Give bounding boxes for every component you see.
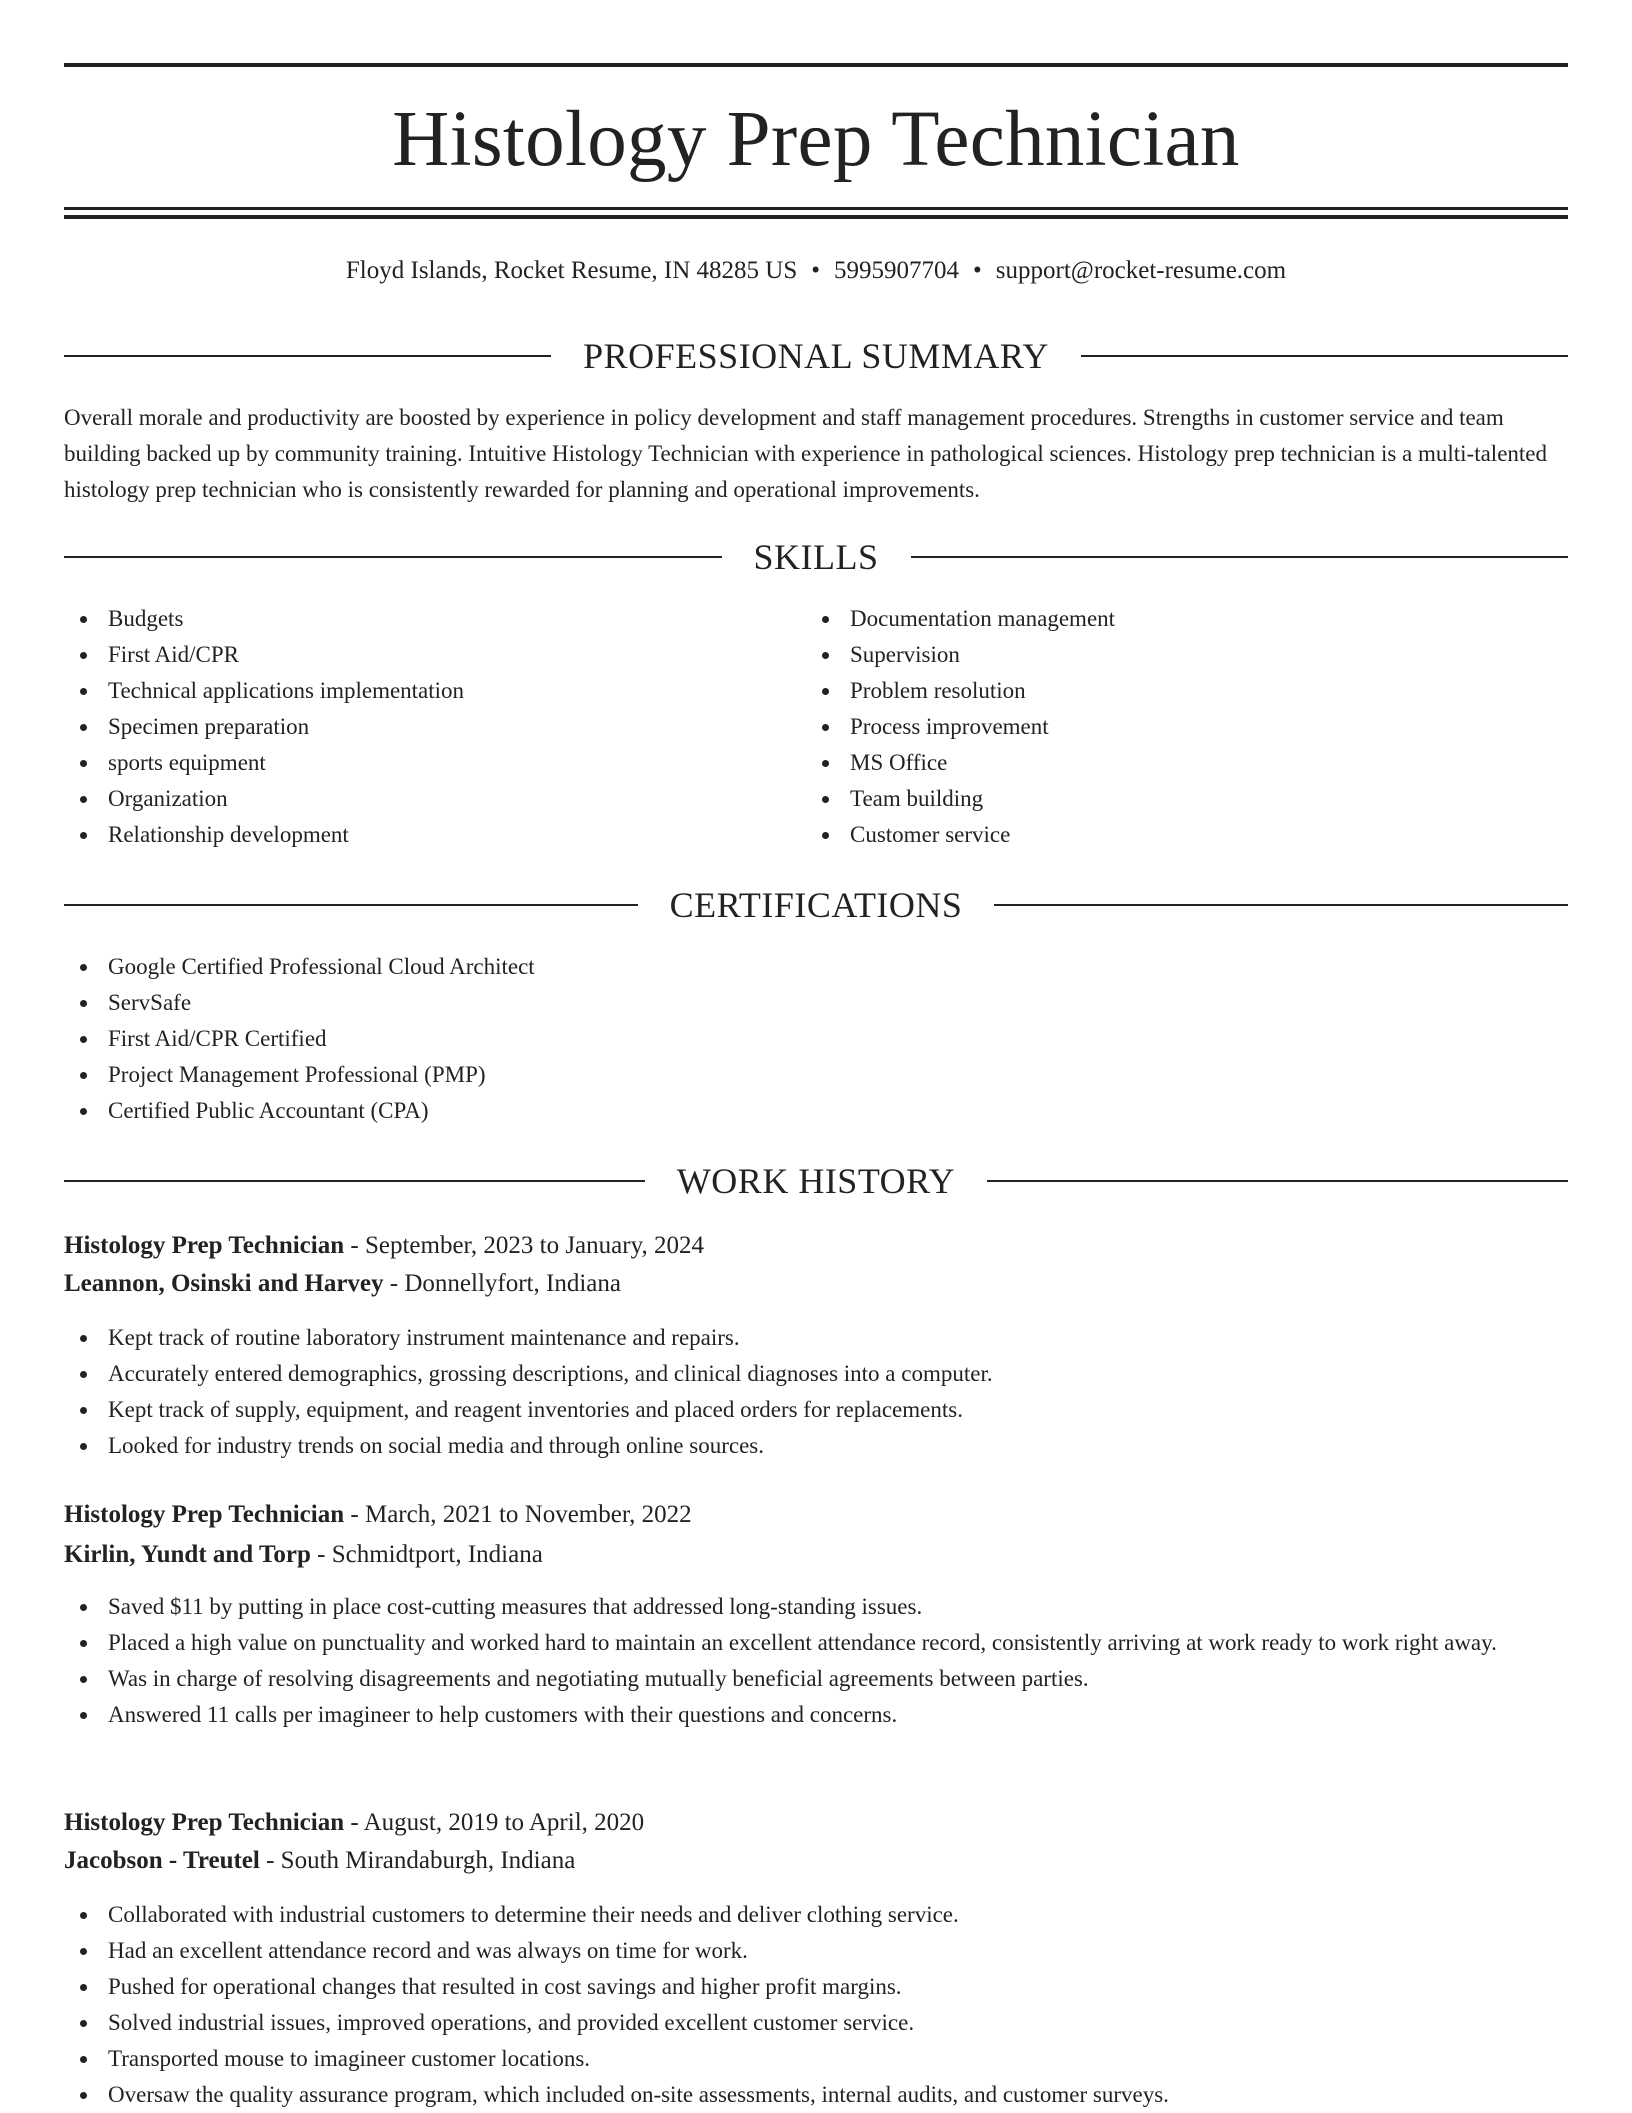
skills-column-right [806, 601, 1546, 853]
skill-item: Problem resolution [806, 673, 1546, 709]
job-company-line [64, 1841, 1568, 1880]
job-location: - South Mirandaburgh, Indiana [259, 1847, 576, 1874]
job-bullet: Oversaw the quality assurance program, which included on-site assessments, internal audits, and customer surveys. [64, 2077, 1568, 2113]
contact-address: Floyd Islands, Rocket Resume, IN 48285 US [345, 257, 798, 284]
section-divider [64, 355, 551, 357]
job-bullet: Looked for industry trends on social media and through online sources. [64, 1428, 1568, 1464]
skill-item: Customer service [806, 817, 1546, 853]
summary-heading: PROFESSIONAL SUMMARY [583, 336, 1049, 376]
job-bullet: Accurately entered demographics, grossing descriptions, and clinical diagnoses into a computer. [64, 1356, 1568, 1392]
skill-item: Budgets [64, 601, 804, 637]
job-bullet: Answered 11 calls per imagineer to help customers with their questions and concerns. [64, 1697, 1568, 1733]
job-dates: - March, 2021 to November, 2022 [344, 1501, 692, 1528]
job-company: Leannon, Osinski and Harvey [64, 1270, 384, 1297]
job-dates: - September, 2023 to January, 2024 [344, 1232, 704, 1259]
skill-item: First Aid/CPR [64, 637, 804, 673]
summary-text: Overall morale and productivity are boosted by experience in policy development and staff management procedures. Strengths in customer service and team building backed up by community training. Intuitive Histology Technician with experience in pathological sciences. Histology prep technician is a multi-talented histology prep technician who is consistently rewarded for planning and operational improvements. [64, 405, 1548, 502]
job-bullet: Kept track of routine laboratory instrument maintenance and repairs. [64, 1320, 1568, 1356]
job-title-line [64, 1226, 1568, 1265]
certifications-section-header [64, 883, 1568, 927]
certification-item: First Aid/CPR Certified [64, 1021, 1568, 1057]
job-bullet: Collaborated with industrial customers to determine their needs and deliver clothing service. [64, 1897, 1568, 1933]
job-company: Kirlin, Yundt and Torp [64, 1541, 311, 1568]
section-divider [987, 1180, 1568, 1182]
certifications-list [64, 949, 1568, 1129]
certification-item: Project Management Professional (PMP) [64, 1057, 1568, 1093]
skill-item: Supervision [806, 637, 1546, 673]
job-bullet: Kept track of supply, equipment, and reagent inventories and placed orders for replacements. [64, 1392, 1568, 1428]
skill-item: sports equipment [64, 745, 804, 781]
contact-separator: • [973, 257, 982, 284]
skill-item: MS Office [806, 745, 1546, 781]
contact-separator: • [811, 257, 821, 284]
skill-item: Process improvement [806, 709, 1546, 745]
section-divider [911, 556, 1569, 558]
skills-heading: SKILLS [753, 537, 879, 577]
job-bullet: Had an excellent attendance record and was always on time for work. [64, 1933, 1568, 1969]
contact-line [64, 254, 1568, 288]
certification-item: Google Certified Professional Cloud Architect [64, 949, 1568, 985]
job-location: - Donnellyfort, Indiana [383, 1270, 621, 1297]
certification-item: Certified Public Accountant (CPA) [64, 1093, 1568, 1129]
job-title-line [64, 1495, 1568, 1534]
top-rule [64, 63, 1568, 67]
contact-phone: 5995907704 [834, 257, 960, 284]
job-bullet: Was in charge of resolving disagreements and negotiating mutually beneficial agreements between parties. [64, 1661, 1568, 1697]
job-bullets [64, 1589, 1568, 1733]
job-location: - Schmidtport, Indiana [310, 1541, 543, 1568]
resume-title: Histology Prep Technician [392, 96, 1240, 183]
job-company-line [64, 1535, 1568, 1574]
skill-item: Team building [806, 781, 1546, 817]
section-divider [1081, 355, 1568, 357]
job-bullets [64, 1897, 1568, 2113]
work-heading: WORK HISTORY [676, 1161, 956, 1201]
title-rule-lower [64, 215, 1568, 219]
certifications-heading: CERTIFICATIONS [669, 885, 963, 925]
section-divider [64, 904, 638, 906]
job-bullet: Pushed for operational changes that resulted in cost savings and higher profit margins. [64, 1969, 1568, 2005]
job-title: Histology Prep Technician [64, 1501, 345, 1528]
job-bullet: Transported mouse to imagineer customer locations. [64, 2041, 1568, 2077]
summary-section-header [64, 334, 1568, 378]
certification-item: ServSafe [64, 985, 1568, 1021]
skill-item: Documentation management [806, 601, 1546, 637]
work-section-header [64, 1159, 1568, 1203]
job-bullet: Saved $11 by putting in place cost-cutting measures that addressed long-standing issues. [64, 1589, 1568, 1625]
job-title-line [64, 1803, 1568, 1842]
section-divider [994, 904, 1568, 906]
skill-item: Specimen preparation [64, 709, 804, 745]
skill-item: Organization [64, 781, 804, 817]
job-title: Histology Prep Technician [64, 1809, 345, 1836]
job-bullet: Placed a high value on punctuality and worked hard to maintain an excellent attendance record, consistently arriving at work ready to work right away. [64, 1625, 1568, 1661]
job-bullet: Solved industrial issues, improved operations, and provided excellent customer service. [64, 2005, 1568, 2041]
skill-item: Technical applications implementation [64, 673, 804, 709]
contact-email: support@rocket-resume.com [995, 257, 1287, 284]
skills-section-header [64, 535, 1568, 579]
job-bullets [64, 1320, 1568, 1464]
section-divider [64, 556, 722, 558]
job-company: Jacobson - Treutel [64, 1847, 260, 1874]
skills-column-left [64, 601, 804, 853]
job-dates: - August, 2019 to April, 2020 [344, 1809, 645, 1836]
title-rule-upper [64, 207, 1568, 210]
job-title: Histology Prep Technician [64, 1232, 345, 1259]
job-company-line [64, 1264, 1568, 1303]
skill-item: Relationship development [64, 817, 804, 853]
section-divider [64, 1180, 645, 1182]
